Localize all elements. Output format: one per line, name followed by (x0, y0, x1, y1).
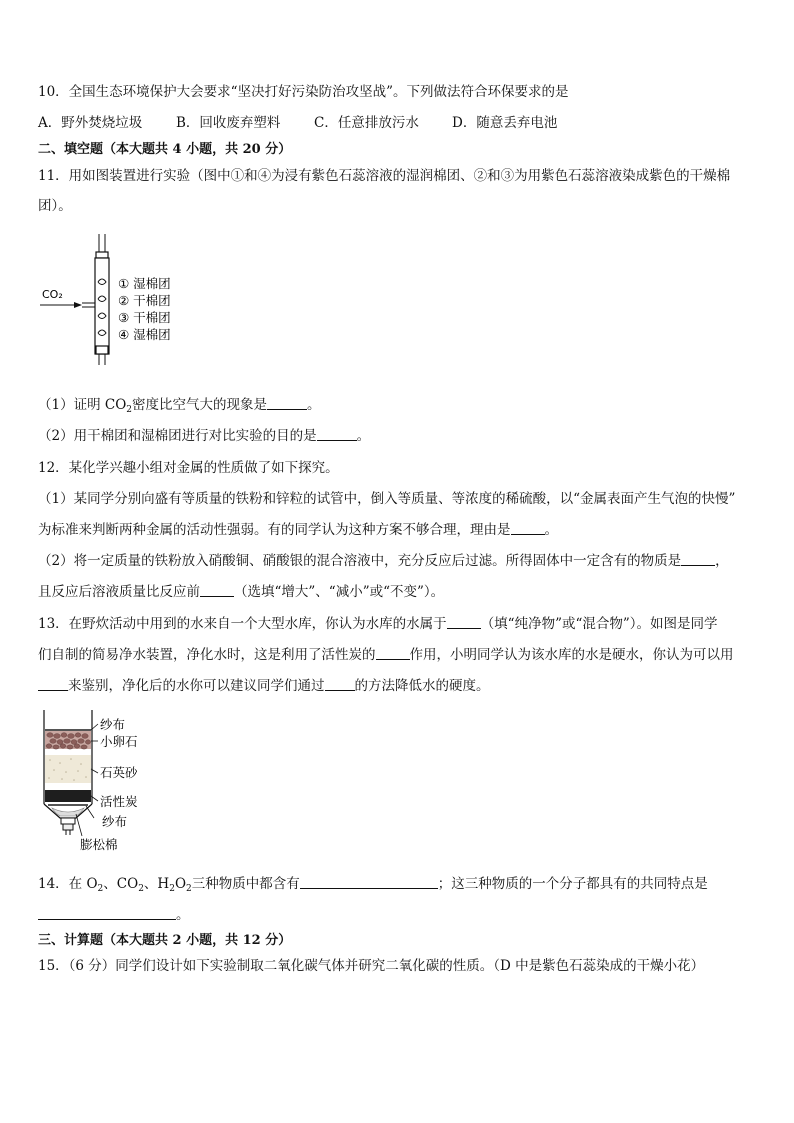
label-gauze-top: 纱布 (100, 717, 126, 732)
answer-blank[interactable] (376, 647, 410, 660)
q11-sub2: （2）用干棉团和湿棉团进行对比实验的目的是 。 (38, 428, 371, 444)
cotton-label-1: ① 湿棉团 (118, 276, 171, 291)
quartz-sand-layer (45, 755, 91, 783)
label-gauze-bottom: 纱布 (102, 814, 128, 829)
co2-label: CO₂ (42, 288, 63, 301)
label-fluffy-cotton: 膨松棉 (80, 837, 118, 852)
answer-blank[interactable] (300, 876, 438, 889)
label-activated-carbon: 活性炭 (100, 794, 138, 809)
q13-line2: 们自制的简易净水装置，净化水时，这是利用了活性炭的 作用，小明同学认为该水库的水是硬水，你认为可以用 (38, 647, 734, 663)
q10-option-c: C．任意排放污水 (314, 115, 419, 131)
q14-line1: 14．在 $O_2$、$CO_2$、$H_2O_2$三种物质中都含有 ；这三种物质的一个分子都具有的共同特点是 (38, 876, 708, 894)
answer-blank[interactable] (267, 397, 307, 410)
gauze-layer-top (45, 729, 91, 731)
cotton-label-2: ② 干棉团 (118, 293, 171, 308)
gauze-layer-bottom (48, 804, 88, 806)
answer-blank[interactable] (681, 553, 715, 566)
q12-sub1-line1: （1）某同学分别向盛有等质量的铁粉和锌粒的试管中，倒入等质量、等浓度的稀硫酸，以“金属表面产生气泡的快慢” (38, 491, 736, 507)
section3-title: 三、计算题（本大题共 2 小题，共 12 分） (38, 933, 292, 948)
q10-option-a: A．野外焚烧垃圾 (38, 115, 143, 131)
q11-stem-line2: 团）。 (38, 198, 72, 214)
answer-blank[interactable] (200, 584, 234, 597)
answer-blank[interactable] (317, 428, 357, 441)
q12-sub2-line1: （2）将一定质量的铁粉放入硝酸铜、硝酸银的混合溶液中，充分反应后过滤。所得固体中一定含有的物质是 ， (38, 553, 729, 569)
label-quartz-sand: 石英砂 (100, 765, 138, 780)
q12-sub1-line2: 为标准来判断两种金属的活动性强弱。有的同学认为这种方案不够合理，理由是 。 (38, 522, 558, 538)
q14-line2: 。 (38, 906, 190, 924)
q11-apparatus-figure (38, 232, 198, 366)
cotton-label-4: ④ 湿棉团 (118, 327, 171, 342)
q10-option-b: B．回收废弃塑料 (176, 115, 281, 131)
q11-stem-line1: 11．用如图装置进行实验（图中①和④为浸有紫色石蕊溶液的湿润棉团、②和③为用紫色石蕊溶液染成紫色的干燥棉 (38, 168, 731, 184)
outlet-nozzle (61, 818, 75, 835)
section2-title: 二、填空题（本大题共 4 小题，共 20 分） (38, 142, 292, 157)
q15-stem: 15．（6 分）同学们设计如下实验制取二氧化碳气体并研究二氧化碳的性质。（D 中是紫色石蕊染成的干燥小花） (38, 958, 705, 974)
answer-blank[interactable] (38, 678, 68, 691)
arrow-head-icon (74, 302, 82, 308)
q13-line3: 来鉴别，净化后的水你可以建议同学们通过 的方法降低水的硬度。 (38, 677, 490, 695)
q11-sub1: （1）证明 $CO_2$密度比空气大的现象是 。 (38, 397, 321, 415)
q12-stem: 12．某化学兴趣小组对金属的性质做了如下探究。 (38, 460, 339, 476)
q13-line1: 13．在野炊活动中用到的水来自一个大型水库，你认为水库的水属于 （填“纯净物”或“混合物”）。如图是同学 (38, 616, 718, 632)
answer-blank[interactable] (511, 522, 545, 535)
q13-water-purifier-figure (36, 708, 176, 856)
activated-carbon-layer (45, 790, 91, 802)
q10-stem: 10．全国生态环境保护大会要求“坚决打好污染防治攻坚战”。下列做法符合环保要求的是 (38, 84, 569, 100)
answer-blank[interactable] (325, 678, 355, 691)
cotton-label-3: ③ 干棉团 (118, 310, 171, 325)
q12-sub2-line2: 且反应后溶液质量比反应前 （选填“增大”、“减小”或“不变”）。 (38, 584, 445, 600)
q10-option-d: D．随意丢弃电池 (452, 115, 558, 131)
answer-blank[interactable] (38, 907, 176, 920)
pebble-layer (45, 731, 91, 749)
label-pebbles: 小卵石 (100, 734, 138, 749)
answer-blank[interactable] (447, 616, 481, 629)
